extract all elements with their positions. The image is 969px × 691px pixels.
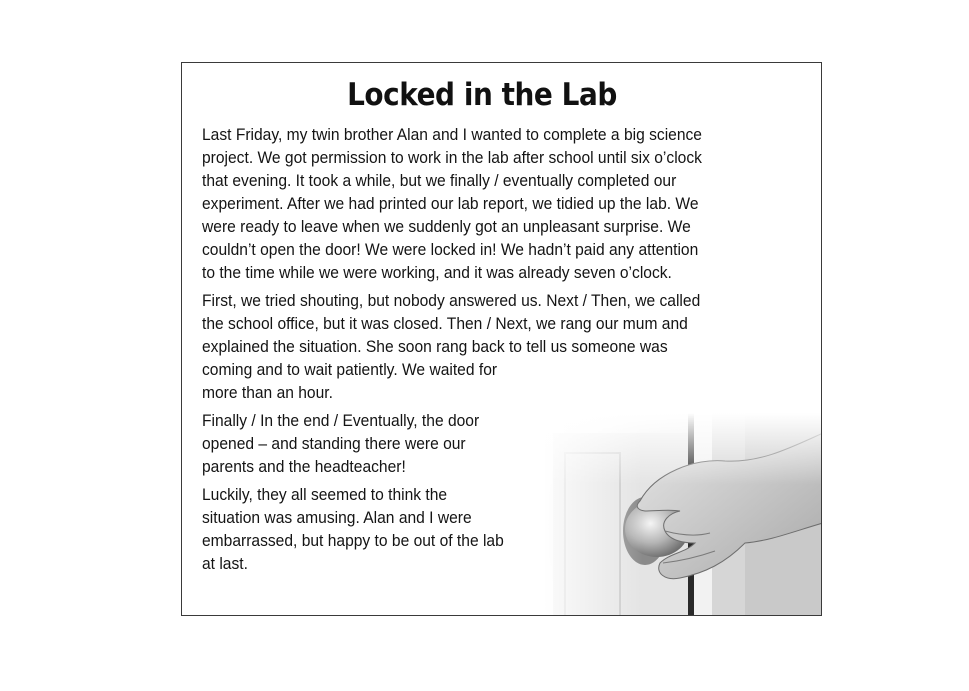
line: coming and to wait patiently. We waited for [202,360,498,379]
line: to the time while we were working, and it was already seven o’clock. [202,263,672,282]
line: embarrassed, but happy to be out of the lab [202,531,504,550]
line: First, we tried shouting, but nobody answered us. Next / Then, we called [202,291,701,310]
line: at last. [202,554,248,573]
line: the school office, but it was closed. Then / Next, we rang our mum and [202,314,688,333]
paragraph-1 [202,123,766,284]
line: more than an hour. [202,383,333,402]
article-title: Locked in the Lab [347,77,617,113]
door-handle-hand-photo [545,413,822,616]
line: explained the situation. She soon rang back to tell us someone was [202,337,668,356]
paragraph-2 [202,289,766,404]
article-frame [181,62,822,616]
line: situation was amusing. Alan and I were [202,508,472,527]
line: parents and the headteacher! [202,457,406,476]
line: project. We got permission to work in the lab after school until six o’clock [202,148,702,167]
line: Last Friday, my twin brother Alan and I wanted to complete a big science [202,125,702,144]
line: experiment. After we had printed our lab report, we tidied up the lab. We [202,194,699,213]
line: opened – and standing there were our [202,434,466,453]
line: Luckily, they all seemed to think the [202,485,448,504]
line: couldn’t open the door! We were locked in! We hadn’t paid any attention [202,240,699,259]
line: that evening. It took a while, but we finally / eventually completed our [202,171,677,190]
line: Finally / In the end / Eventually, the door [202,411,480,430]
line: were ready to leave when we suddenly got an unpleasant surprise. We [202,217,691,236]
